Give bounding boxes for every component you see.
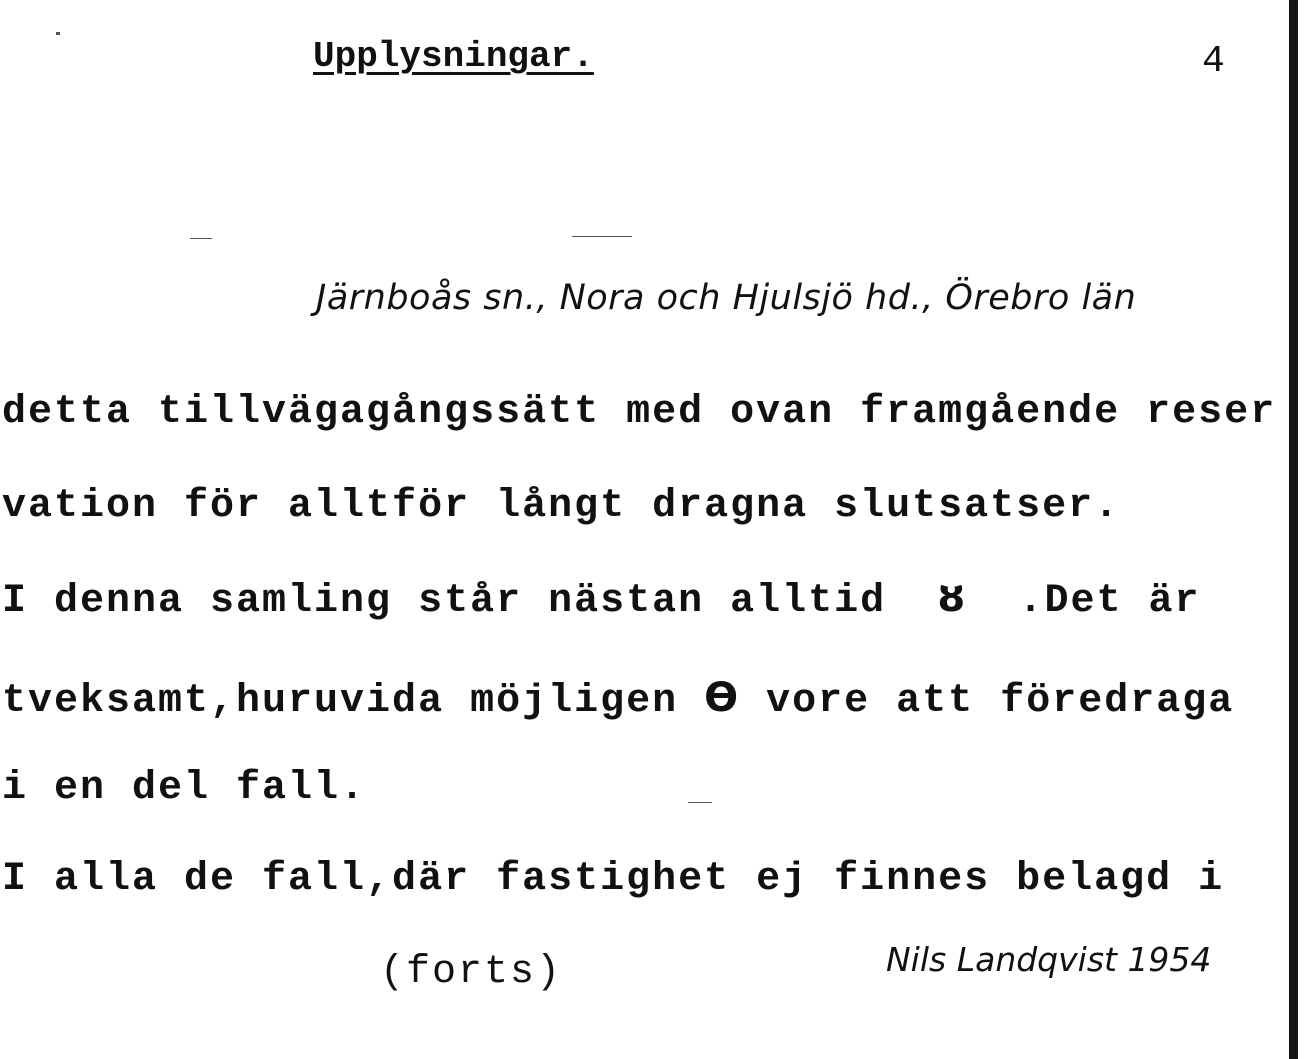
scan-speck	[572, 236, 632, 237]
text-line-5: i en del fall.	[2, 766, 367, 811]
scan-speck	[56, 32, 60, 35]
phonetic-symbol-one: ȣ	[938, 575, 967, 621]
scan-speck	[688, 802, 712, 803]
page-number: 4	[1202, 40, 1225, 83]
place-reference: Järnboås sn., Nora och Hjulsjö hd., Örebro län	[316, 278, 1137, 318]
phonetic-symbol-two: ϴ	[704, 675, 741, 721]
card-heading: Upplysningar.	[313, 36, 594, 77]
scan-speck	[190, 238, 212, 239]
text-line-3-end: .Det är	[1018, 579, 1201, 624]
card-edge-rule	[1289, 0, 1298, 1059]
text-line-4-start: tveksamt,huruvida möjligen	[2, 679, 679, 724]
text-line-2: vation för alltför långt dragna slutsatser.	[2, 484, 1121, 529]
text-line-3	[2, 575, 1201, 624]
text-line-1: detta tillvägagångssätt med ovan framgående reser	[2, 390, 1277, 435]
text-line-3-start: I denna samling står nästan alltid	[2, 579, 887, 624]
signature-stamp: Nils Landqvist 1954	[886, 940, 1212, 979]
text-line-4-end: vore att föredraga	[766, 679, 1235, 724]
continuation-note: (forts)	[380, 950, 563, 995]
text-line-4	[2, 675, 1234, 724]
text-line-6: I alla de fall,där fastighet ej finnes belagd i	[2, 857, 1225, 902]
